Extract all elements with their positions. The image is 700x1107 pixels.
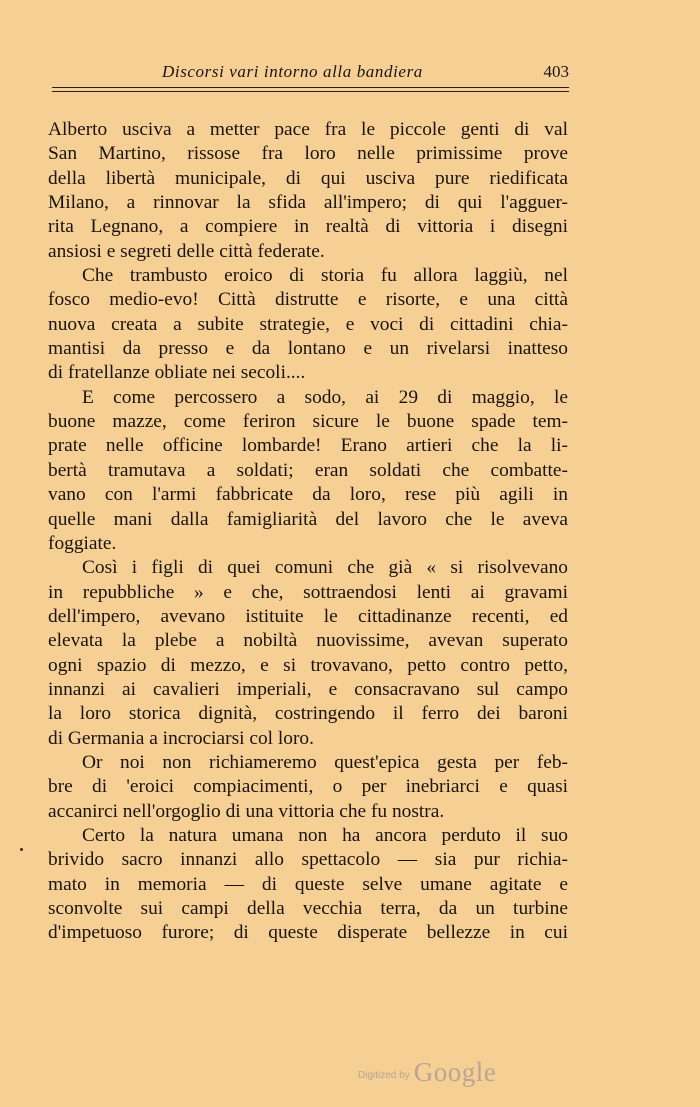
text-line: ogni spazio di mezzo, e si trovavano, petto contro petto, bbox=[48, 654, 568, 676]
page-number: 403 bbox=[543, 62, 569, 81]
text-line: di fratellanze obliate nei secoli.... bbox=[48, 362, 306, 384]
text-line: ansiosi e segreti delle città federate. bbox=[48, 240, 325, 262]
text-line: Certo la natura umana non ha ancora perduto il suo bbox=[82, 824, 568, 846]
text-line: foggiate. bbox=[48, 532, 117, 554]
running-title: Discorsi vari intorno alla bandiera bbox=[162, 62, 423, 81]
text-line: della libertà municipale, di qui usciva pure riedificata bbox=[48, 167, 568, 189]
text-line: bre di 'eroici compiacimenti, o per inebriarci e quasi bbox=[48, 776, 568, 798]
text-line: Che trambusto eroico di storia fu allora laggiù, nel bbox=[82, 265, 568, 287]
running-head bbox=[52, 62, 569, 86]
google-logo: Google bbox=[413, 1057, 497, 1087]
digitized-by-label: Digitized by bbox=[358, 1070, 410, 1081]
text-line: dell'impero, avevano istituite le cittadinanze recenti, ed bbox=[48, 605, 568, 627]
text-line: accanirci nell'orgoglio di una vittoria che fu nostra. bbox=[48, 800, 445, 822]
text-line: in repubbliche » e che, sottraendosi lenti ai gravami bbox=[48, 581, 568, 603]
text-line: mato in memoria — di queste selve umane agitate e bbox=[48, 873, 568, 895]
text-line: nuova creata a subite strategie, e voci di cittadini chia- bbox=[48, 313, 568, 335]
text-line: la loro storica dignità, costringendo il ferro dei baroni bbox=[48, 703, 568, 725]
text-line: sconvolte sui campi della vecchia terra, da un turbine bbox=[48, 898, 568, 919]
margin-mark bbox=[20, 848, 23, 851]
text-line: Or noi non richiameremo quest'epica gesta per feb- bbox=[82, 751, 568, 773]
text-line: mantisi da presso e da lontano e un rivelarsi inatteso bbox=[48, 338, 568, 360]
text-line: elevata la plebe a nobiltà nuovissime, avevan superato bbox=[48, 630, 568, 652]
text-line: buone mazze, come feriron sicure le buone spade tem- bbox=[48, 411, 568, 433]
text-line: Alberto usciva a metter pace fra le piccole genti di val bbox=[48, 119, 568, 140]
text-line: Milano, a rinnovar la sfida all'impero; di qui l'agguer- bbox=[48, 192, 568, 214]
text-line: vano con l'armi fabbricate da loro, rese più agili in bbox=[48, 484, 568, 506]
text-line: brivido sacro innanzi allo spettacolo — sia pur richia- bbox=[48, 849, 568, 871]
google-digitized-watermark bbox=[358, 1052, 496, 1088]
text-line: d'impetuoso furore; di queste disperate bellezze in cui bbox=[48, 922, 568, 944]
text-line: E come percossero a sodo, ai 29 di maggio, le bbox=[82, 386, 568, 408]
text-line: innanzi ai cavalieri imperiali, e consacravano sul campo bbox=[48, 678, 568, 700]
text-line: San Martino, rissose fra loro nelle primissime prove bbox=[48, 143, 568, 165]
text-line: Così i figli di quei comuni che già « si risolvevano bbox=[82, 557, 568, 579]
header-rule bbox=[52, 87, 569, 88]
text-line: di Germania a incrociarsi col loro. bbox=[48, 727, 314, 749]
header-rule-thin bbox=[52, 91, 569, 92]
body-text bbox=[48, 118, 568, 946]
text-line: rita Legnano, a compiere in realtà di vittoria i disegni bbox=[48, 216, 568, 238]
text-line: fosco medio-evo! Città distrutte e risorte, e una città bbox=[48, 289, 568, 311]
text-line: quelle mani dalla famigliarità del lavoro che le aveva bbox=[48, 508, 568, 530]
text-line: bertà tramutava a soldati; eran soldati che combatte- bbox=[48, 459, 568, 481]
text-line: prate nelle officine lombarde! Erano artieri che la li- bbox=[48, 435, 568, 457]
